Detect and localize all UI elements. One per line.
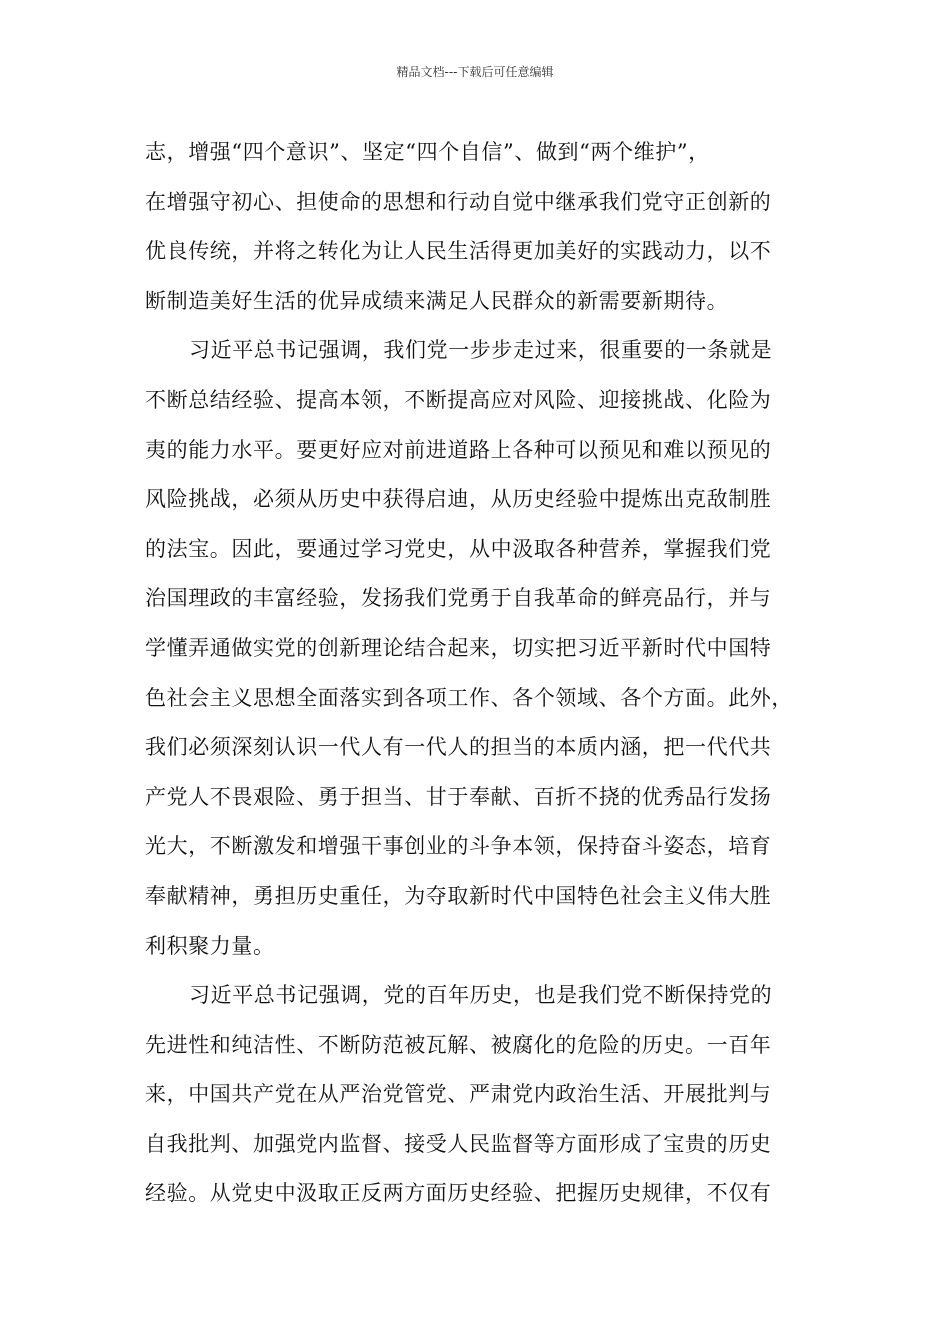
body-line: 在增强守初心、担使命的思想和行动自觉中继承我们党守正创新的: [145, 189, 772, 214]
body-line: 产党人不畏艰险、勇于担当、甘于奉献、百折不挠的优秀品行发扬: [145, 784, 772, 809]
body-line: 风险挑战，必须从历史中获得启迪，从历史经验中提炼出克敌制胜: [145, 487, 772, 512]
page-header: 精品文档---下载后可任意编辑: [396, 65, 554, 79]
body-line: 志，增强“四个意识”、坚定“四个自信”、做到“两个维护”，: [145, 140, 710, 164]
body-line: 光大，不断激发和增强干事创业的斗争本领，保持奋斗姿态，培育: [145, 834, 772, 859]
paragraph-start-line: 习近平总书记强调，我们党一步步走过来，很重要的一条就是: [189, 338, 773, 363]
body-line: 优良传统，并将之转化为让人民生活得更加美好的实践动力，以不: [145, 239, 772, 264]
body-line: 奉献精神，勇担历史重任，为夺取新时代中国特色社会主义伟大胜: [145, 883, 772, 908]
body-line: 学懂弄通做实党的创新理论结合起来，切实把习近平新时代中国特: [145, 635, 772, 660]
body-line: 色社会主义思想全面落实到各项工作、各个领域、各个方面。此外，: [145, 685, 793, 710]
body-line: 断制造美好生活的优异成绩来满足人民群众的新需要新期待。: [145, 288, 729, 313]
body-line: 经验。从党史中汲取正反两方面历史经验、把握历史规律，不仅有: [145, 1181, 772, 1206]
body-line: 利积聚力量。: [145, 933, 275, 958]
paragraph-start-line: 习近平总书记强调，党的百年历史，也是我们党不断保持党的: [189, 983, 773, 1008]
body-line: 治国理政的丰富经验，发扬我们党勇于自我革命的鲜亮品行，并与: [145, 586, 772, 611]
body-line: 先进性和纯洁性、不断防范被瓦解、被腐化的危险的历史。一百年: [145, 1032, 772, 1057]
body-line: 自我批判、加强党内监督、接受人民监督等方面形成了宝贵的历史: [145, 1131, 772, 1156]
body-line: 的法宝。因此，要通过学习党史，从中汲取各种营养，掌握我们党: [145, 536, 772, 561]
body-line: 我们必须深刻认识一代人有一代人的担当的本质内涵，把一代代共: [145, 735, 772, 760]
body-line: 夷的能力水平。要更好应对前进道路上各种可以预见和难以预见的: [145, 437, 772, 462]
body-line: 来，中国共产党在从严治党管党、严肃党内政治生活、开展批判与: [145, 1082, 772, 1107]
document-body: [145, 128, 820, 1219]
body-line: 不断总结经验、提高本领，不断提高应对风险、迎接挑战、化险为: [145, 387, 772, 412]
